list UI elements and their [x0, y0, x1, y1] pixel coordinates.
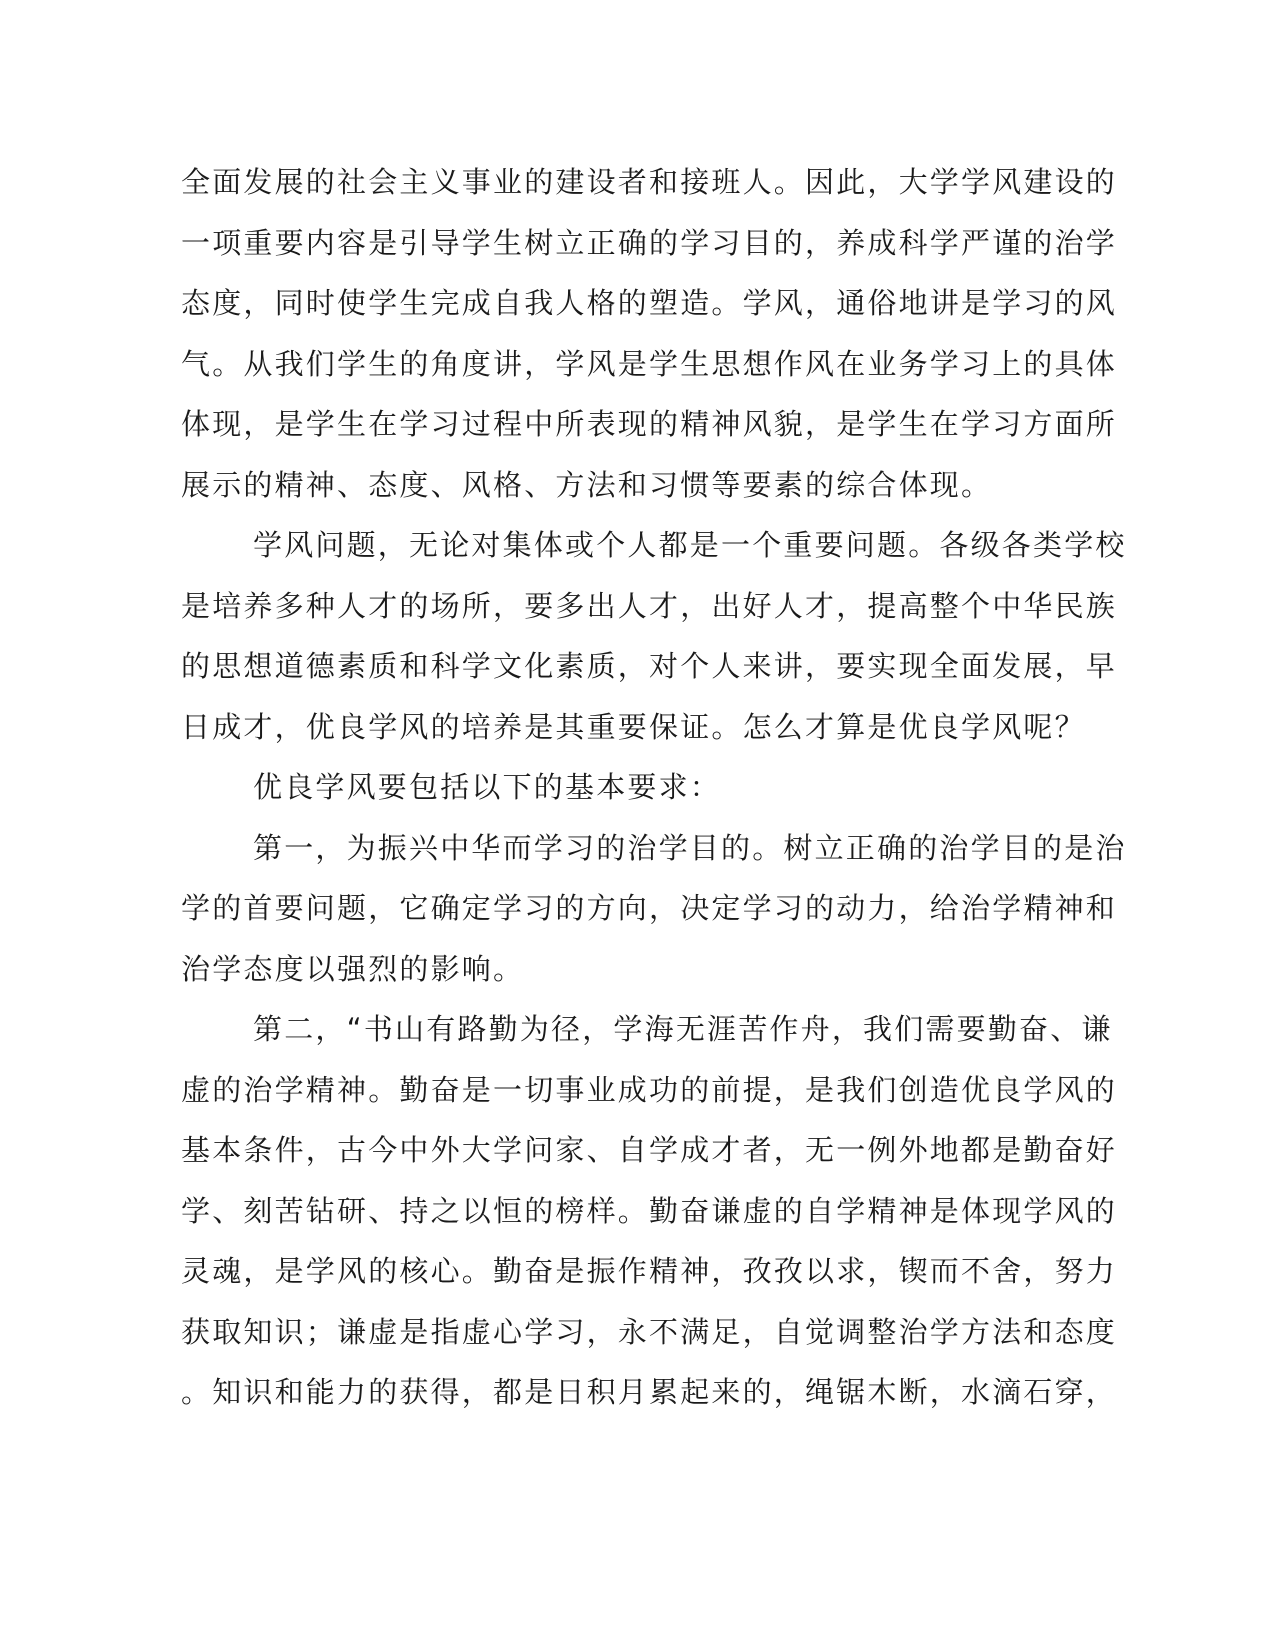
- text-line: 学的首要问题，它确定学习的方向，决定学习的动力，给治学精神和: [181, 891, 1118, 925]
- paragraph-first-line: 学风问题，无论对集体或个人都是一个重要问题。各级各类学校: [253, 528, 1127, 562]
- text-line: 的思想道德素质和科学文化素质，对个人来讲，要实现全面发展，早: [181, 649, 1118, 683]
- text-line: 态度，同时使学生完成自我人格的塑造。学风，通俗地讲是学习的风: [181, 286, 1118, 320]
- paragraph-first-line: 优良学风要包括以下的基本要求：: [253, 770, 722, 804]
- text-line: 基本条件，古今中外大学问家、自学成才者，无一例外地都是勤奋好: [181, 1133, 1118, 1167]
- text-line: 。知识和能力的获得，都是日积月累起来的，绳锯木断，水滴石穿，: [181, 1375, 1118, 1409]
- paragraph-first-line: 第一，为振兴中华而学习的治学目的。树立正确的治学目的是治: [253, 830, 1127, 865]
- body-text: [181, 152, 1127, 1423]
- text-line: 治学态度以强烈的影响。: [181, 951, 525, 986]
- text-line: 获取知识；谦虚是指虚心学习，永不满足，自觉调整治学方法和态度: [181, 1314, 1118, 1349]
- text-line: 体现，是学生在学习过程中所表现的精神风貌，是学生在学习方面所: [181, 407, 1118, 441]
- text-line: 气。从我们学生的角度讲，学风是学生思想作风在业务学习上的具体: [181, 346, 1118, 381]
- text-line: 一项重要内容是引导学生树立正确的学习目的，养成科学严谨的治学: [181, 225, 1118, 260]
- text-line: 学、刻苦钻研、持之以恒的榜样。勤奋谦虚的自学精神是体现学风的: [181, 1193, 1118, 1228]
- text-line: 全面发展的社会主义事业的建设者和接班人。因此，大学学风建设的: [181, 165, 1118, 199]
- text-line: 虚的治学精神。勤奋是一切事业成功的前提，是我们创造优良学风的: [181, 1072, 1118, 1107]
- text-line: 灵魂，是学风的核心。勤奋是振作精神，孜孜以求，锲而不舍，努力: [181, 1254, 1118, 1288]
- text-line: 是培养多种人才的场所，要多出人才，出好人才，提高整个中华民族: [181, 588, 1118, 623]
- text-line: 展示的精神、态度、风格、方法和习惯等要素的综合体现。: [181, 467, 993, 502]
- paragraph-first-line: 第二，“书山有路勤为径，学海无涯苦作舟，我们需要勤奋、谦: [253, 1012, 1113, 1046]
- text-line: 日成才，优良学风的培养是其重要保证。怎么才算是优良学风呢？: [181, 709, 1086, 744]
